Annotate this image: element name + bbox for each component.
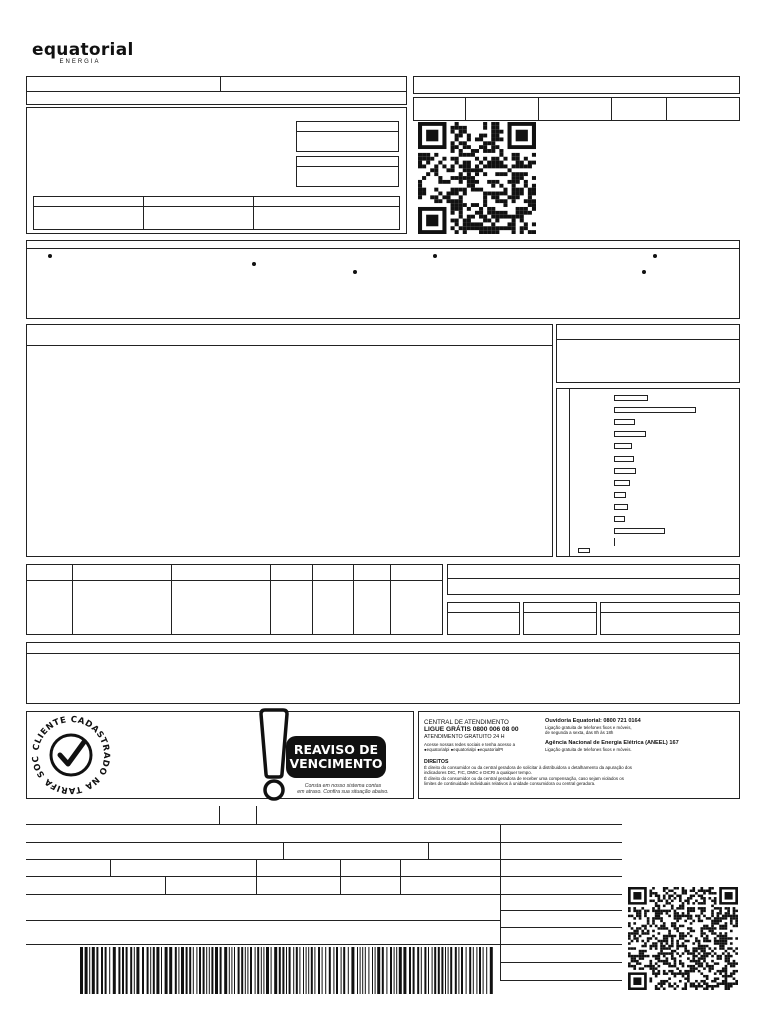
instagram-icon: ● — [450, 747, 454, 753]
reading-table — [33, 196, 400, 230]
indicator-box — [447, 602, 520, 635]
notice-bullet — [353, 270, 357, 274]
consumption-bar — [614, 419, 635, 425]
reaviso-title-1: REAVISO DE — [293, 742, 379, 757]
social-intro: Acesse nossas redes sociais e tenha acesso a — [424, 742, 516, 747]
reaviso-title-2: VENCIMENTO — [289, 756, 383, 771]
quality-indicators-box — [447, 564, 740, 595]
social-link-1[interactable]: equatorialpi — [426, 747, 450, 753]
amount-box — [296, 156, 399, 187]
call-free-line: LIGUE GRÁTIS 0800 006 08 00 — [424, 726, 519, 733]
brand-sub: ENERGIA — [59, 59, 101, 65]
svg-text:CLIENTE CADASTRADO NA TARIFA S: CLIENTE CADASTRADO NA TARIFA SOC — [30, 714, 112, 796]
account-fields-box — [413, 97, 740, 121]
notice-bullet — [48, 254, 52, 258]
rights-line-3: É direito do consumidor ou da central geradora de receber uma compensação, caso sejam violados os — [424, 775, 624, 781]
social-link-2[interactable]: equatorialpi — [453, 747, 476, 753]
ombudsman-line: Ouvidoria Equatorial: 0800 721 0164 — [545, 718, 641, 724]
rights-block — [424, 759, 736, 787]
barcode-icon — [80, 947, 494, 994]
consumption-bar — [614, 456, 634, 462]
reaviso-note-1: Consta em nosso sistema contas — [304, 783, 382, 789]
tariff-info-box — [556, 324, 740, 383]
indicator-box — [600, 602, 740, 635]
reaviso-note — [282, 783, 404, 795]
rights-line-4: limites de continuidade individuais relativos à unidade consumidora ou central geradora. — [424, 781, 596, 787]
facebook-icon: ● — [424, 747, 427, 753]
central-atendimento — [424, 719, 542, 753]
aneel-note: Ligação gratuita de telefones fixos e móveis. — [545, 746, 632, 752]
notices-box — [26, 240, 740, 319]
notice-bullet — [653, 254, 657, 258]
brand-name: equatorial — [32, 40, 134, 60]
taxes-table — [26, 564, 443, 635]
notice-bullet — [642, 270, 646, 274]
brand-logo — [32, 40, 134, 70]
rights-title: DIREITOS — [424, 759, 449, 765]
ombudsman-block — [545, 718, 735, 752]
indicator-box — [523, 602, 597, 635]
consumption-bar — [614, 431, 646, 437]
consumption-bar — [614, 468, 636, 474]
social-link-3[interactable]: equatorialPI — [479, 747, 504, 753]
ombudsman-note-2: de segunda a sexta, das 8h às 18h — [545, 729, 614, 735]
hours-line: ATENDIMENTO GRATUITO 24 H — [424, 734, 505, 740]
reaviso-badge — [286, 736, 386, 778]
reaviso-note-2: em atraso. Confira sua situação abaixo. — [297, 789, 389, 795]
check-seal-icon — [30, 714, 112, 796]
consumption-bar — [614, 492, 626, 498]
due-date-box — [296, 121, 399, 152]
ombudsman-note-1: Ligação gratuita de telefones fixos e móveis, — [545, 724, 632, 730]
twitter-icon: ● — [477, 747, 480, 753]
rights-line-1: É direito do consumidor ou da central geradora de solicitar à distribuidora o detalhamento da apuração dos — [424, 765, 632, 770]
consumption-bar — [614, 443, 632, 449]
central-title: CENTRAL DE ATENDIMENTO — [424, 719, 509, 726]
messages-box — [26, 642, 740, 704]
consumption-bar — [614, 528, 665, 534]
consumption-bar — [578, 548, 590, 553]
qr-code-icon — [628, 887, 738, 990]
consumption-bar — [614, 407, 696, 413]
consumption-bar — [614, 395, 648, 401]
rights-line-2: indicadores DIC, FIC, DMIC e DICRI a qualquer tempo. — [424, 770, 532, 776]
consumption-bar — [614, 504, 628, 510]
consumption-bar — [614, 480, 630, 486]
aneel-line: Agência Nacional de Energia Elétrica (ANEEL) 167 — [545, 740, 679, 747]
billing-items-box — [26, 324, 553, 557]
account-header-box — [413, 76, 740, 94]
notice-bullet — [433, 254, 437, 258]
notice-bullet — [252, 262, 256, 266]
social-links — [424, 747, 542, 752]
qr-code-icon — [418, 122, 536, 234]
consumption-bar — [614, 516, 625, 522]
